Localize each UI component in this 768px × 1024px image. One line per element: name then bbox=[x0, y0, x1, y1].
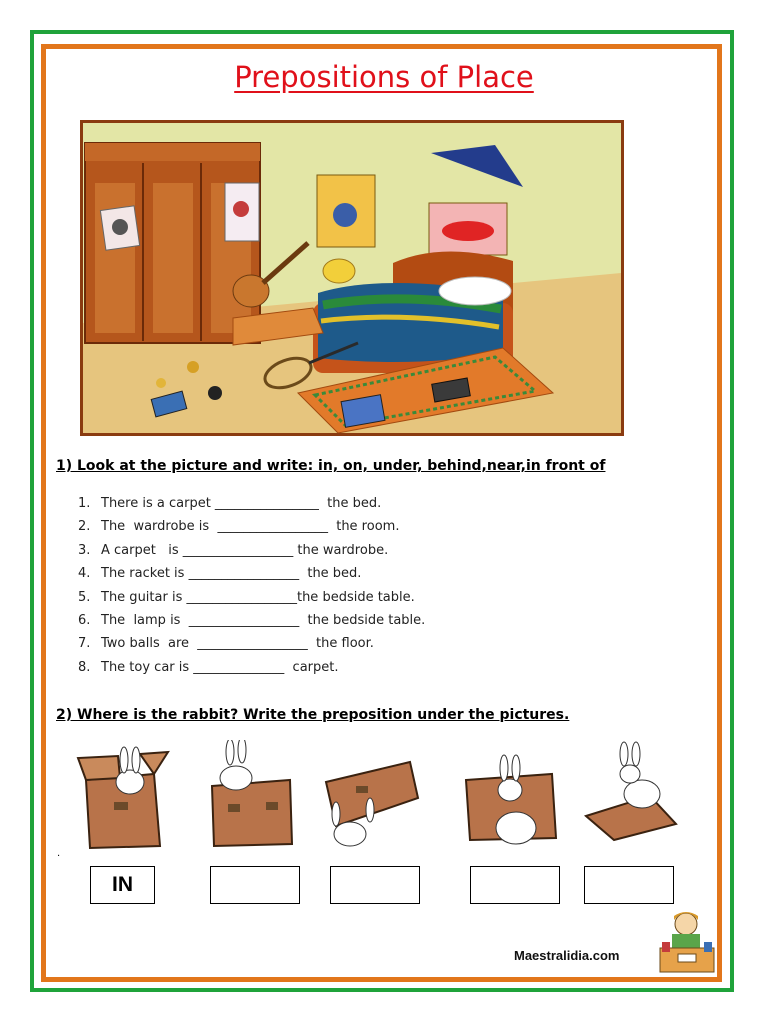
item-text: Two balls are _________________ the floor. bbox=[101, 636, 374, 652]
list-item[interactable] bbox=[78, 541, 425, 564]
rabbit-under-bag-image bbox=[320, 740, 420, 850]
item-number: 3. bbox=[78, 542, 91, 558]
answer-box-1[interactable]: IN bbox=[90, 866, 155, 904]
rabbit-on-flat-bag-image bbox=[580, 740, 680, 850]
list-item[interactable] bbox=[78, 588, 425, 611]
rabbit-on-bag-image bbox=[206, 740, 296, 850]
site-brand[interactable]: Maestralidia.com bbox=[514, 948, 620, 963]
sentence-list bbox=[78, 494, 425, 681]
answer-box-3[interactable] bbox=[330, 866, 420, 904]
item-text: The lamp is _________________ the bedside table. bbox=[101, 612, 426, 628]
item-number: 6. bbox=[78, 612, 91, 628]
item-number: 7. bbox=[78, 636, 91, 652]
item-number: 8. bbox=[78, 659, 91, 675]
answer-box-4[interactable] bbox=[470, 866, 560, 904]
page-title: Prepositions of Place bbox=[234, 60, 534, 94]
rabbit-in-bag-image bbox=[74, 740, 170, 850]
list-item[interactable] bbox=[78, 494, 425, 517]
rabbit-in-front-of-bag-image bbox=[462, 740, 560, 850]
bedroom-illustration bbox=[80, 120, 624, 436]
item-number: 2. bbox=[78, 519, 91, 535]
stray-dot: . bbox=[57, 848, 61, 859]
item-number: 5. bbox=[78, 589, 91, 605]
item-text: The wardrobe is _________________ the room. bbox=[101, 519, 400, 535]
list-item[interactable] bbox=[78, 611, 425, 634]
item-text: There is a carpet ________________ the bed. bbox=[101, 496, 382, 511]
item-text: The toy car is ______________ carpet. bbox=[101, 659, 339, 675]
teacher-logo-icon bbox=[656, 908, 718, 976]
item-text: The racket is _________________ the bed. bbox=[101, 566, 362, 582]
item-number: 4. bbox=[78, 566, 91, 582]
question-1-heading: 1) Look at the picture and write: in, on, under, behind,near,in front of bbox=[56, 458, 606, 474]
list-item[interactable] bbox=[78, 634, 425, 657]
item-text: The guitar is _________________the bedside table. bbox=[101, 589, 415, 605]
list-item[interactable] bbox=[78, 564, 425, 587]
answer-box-2[interactable] bbox=[210, 866, 300, 904]
list-item[interactable] bbox=[78, 517, 425, 540]
question-2-heading: 2) Where is the rabbit? Write the preposition under the pictures. bbox=[56, 707, 570, 723]
item-number: 1. bbox=[78, 496, 91, 511]
list-item[interactable] bbox=[78, 658, 425, 681]
answer-box-5[interactable] bbox=[584, 866, 674, 904]
item-text: A carpet is _________________ the wardrobe. bbox=[101, 542, 389, 558]
rabbit-pictures bbox=[0, 740, 768, 860]
